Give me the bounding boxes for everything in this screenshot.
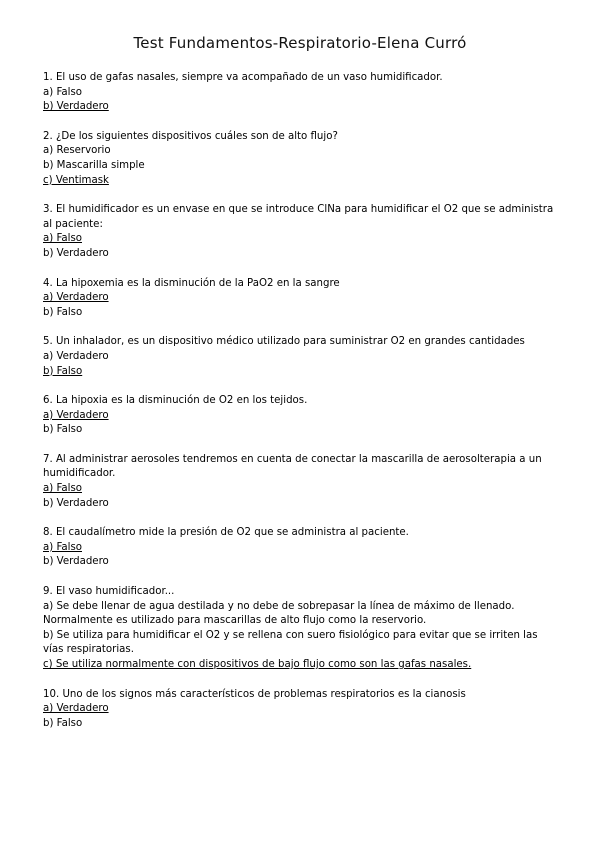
answer-option: a) Verdadero (43, 350, 109, 362)
answer-option-correct: b) Verdadero (43, 101, 109, 113)
answer-option-correct: a) Verdadero (43, 703, 109, 715)
question-text: 2. ¿De los siguientes dispositivos cuáles son de alto flujo? (43, 130, 338, 142)
question-10 (43, 688, 558, 732)
answer-option: a) Se debe llenar de agua destilada y no debe de sobrepasar la línea de máximo de llenado. Normalmente es utilizado para mascarillas de alto flujo como la reservorio. (43, 600, 515, 627)
answer-option: a) Falso (43, 86, 82, 98)
question-3 (43, 203, 558, 261)
question-5 (43, 335, 558, 379)
answer-option: b) Se utiliza para humidificar el O2 y se rellena con suero fisiológico para evitar que se irriten las vías respiratorias. (43, 629, 538, 656)
question-text: 6. La hipoxia es la disminución de O2 en los tejidos. (43, 395, 308, 407)
question-8 (43, 526, 558, 570)
answer-option: b) Verdadero (43, 247, 109, 259)
answer-option: b) Mascarilla simple (43, 159, 145, 171)
question-7 (43, 453, 558, 511)
question-text: 7. Al administrar aerosoles tendremos en cuenta de conectar la mascarilla de aerosolterapia a un humidificador. (43, 453, 542, 480)
answer-option-correct: c) Se utiliza normalmente con dispositivos de bajo flujo como son las gafas nasales. (43, 659, 472, 670)
answer-option-correct: c) Ventimask (43, 174, 109, 186)
answer-option-correct: b) Falso (43, 365, 83, 377)
question-text: 3. El humidificador es un envase en que se introduce ClNa para humidificar el O2 que se administra al paciente: (43, 204, 554, 230)
question-text: 1. El uso de gafas nasales, siempre va acompañado de un vaso humidificador. (43, 72, 443, 83)
answer-option: b) Verdadero (43, 556, 109, 568)
question-2 (43, 130, 558, 188)
question-text: 5. Un inhalador, es un dispositivo médico utilizado para suministrar O2 en grandes cantidades (43, 336, 525, 348)
question-9 (43, 585, 558, 673)
question-6 (43, 394, 558, 438)
page-title: Test Fundamentos-Respiratorio-Elena Curró (133, 34, 467, 52)
question-list (43, 71, 558, 746)
answer-option-correct: a) Falso (43, 541, 82, 553)
answer-option-correct: a) Verdadero (43, 292, 109, 304)
question-text: 8. El caudalímetro mide la presión de O2 que se administra al paciente. (43, 527, 409, 539)
answer-option-correct: a) Falso (43, 233, 82, 245)
answer-option: a) Reservorio (43, 145, 111, 157)
answer-option: b) Falso (43, 306, 83, 318)
answer-option: b) Falso (43, 424, 83, 436)
answer-option-correct: a) Falso (43, 483, 82, 495)
answer-option: b) Verdadero (43, 497, 109, 509)
question-1 (43, 71, 558, 115)
question-4 (43, 277, 558, 321)
answer-option: b) Falso (43, 717, 83, 729)
question-text: 10. Uno de los signos más característicos de problemas respiratorios es la cianosis (43, 688, 466, 700)
question-text: 4. La hipoxemia es la disminución de la PaO2 en la sangre (43, 277, 340, 289)
question-text: 9. El vaso humidificador... (43, 586, 175, 598)
answer-option-correct: a) Verdadero (43, 409, 109, 421)
